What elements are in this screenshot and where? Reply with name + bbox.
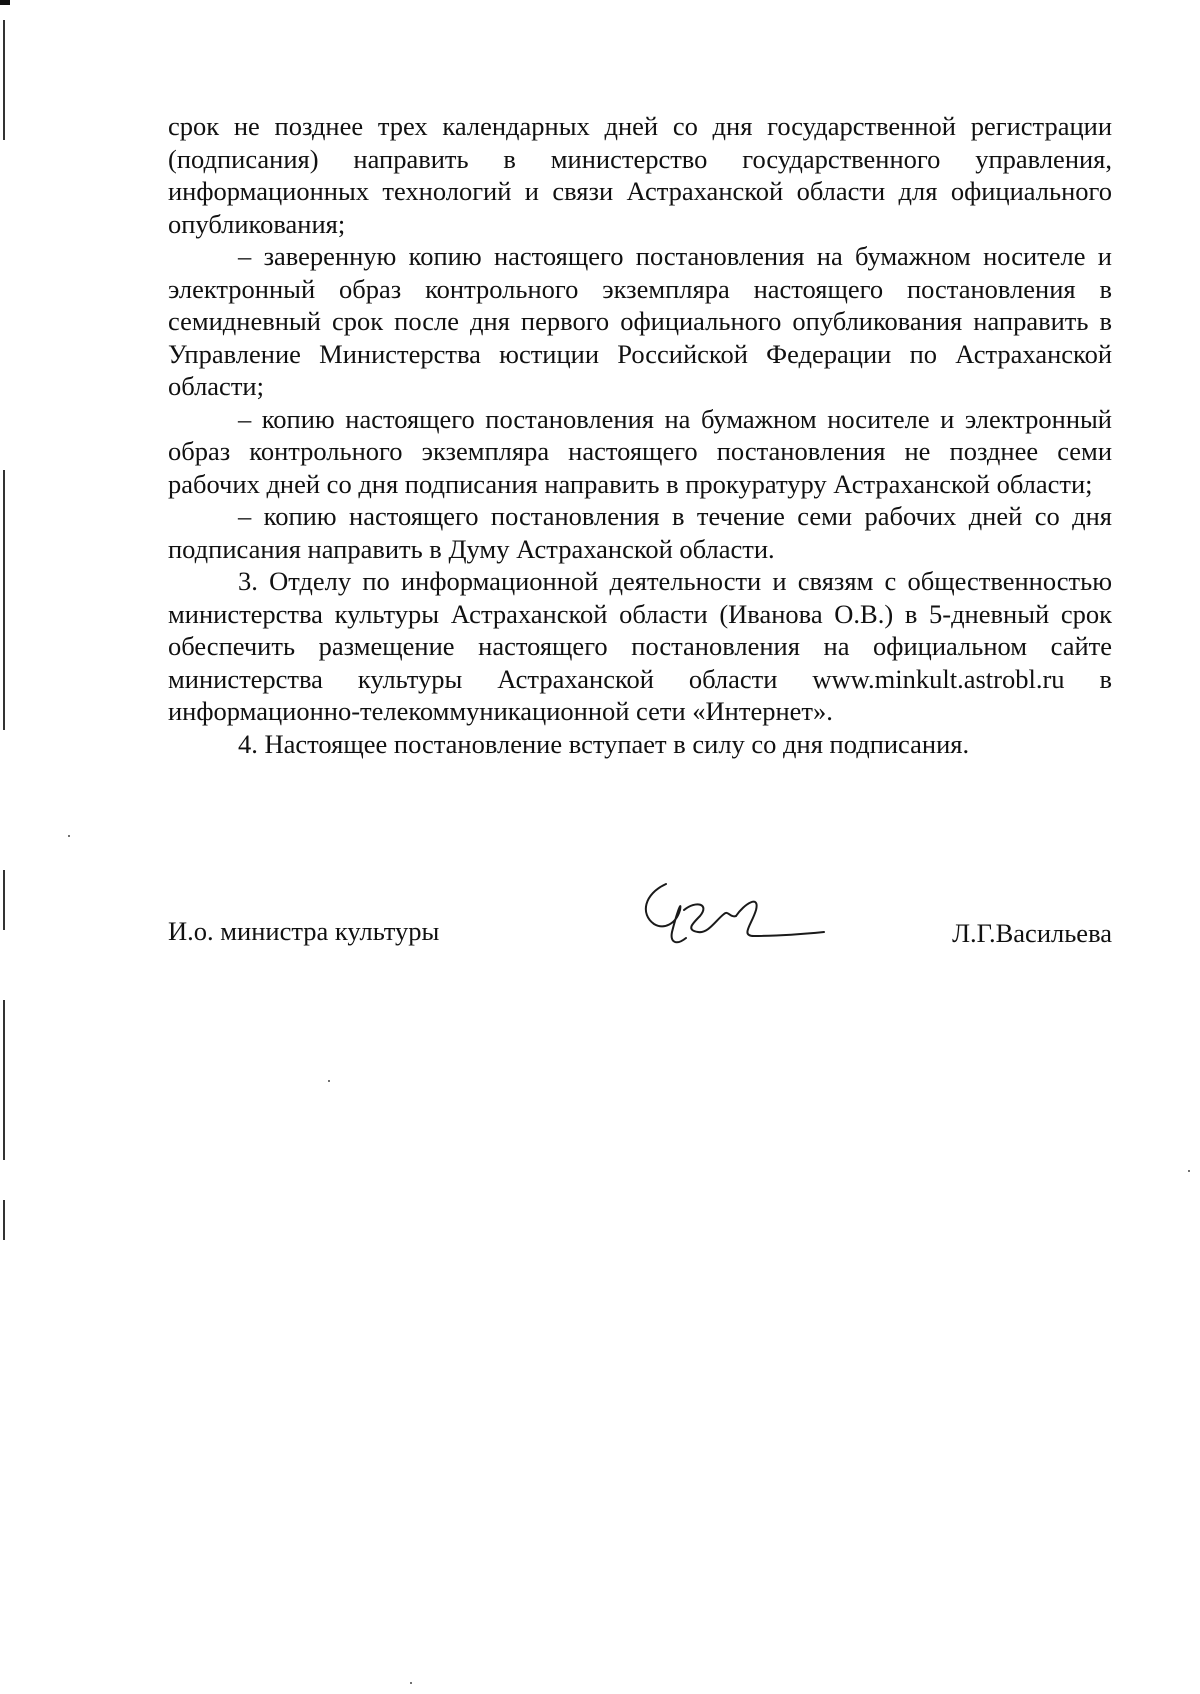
scan-speck [1188, 1170, 1190, 1172]
signature-block [168, 880, 1112, 960]
scan-speck [328, 1080, 330, 1082]
paragraph-duma-copy: – копию настоящего постановления в течение семи рабочих дней со дня подписания направить в Думу Астраханской области. [168, 501, 1112, 564]
signer-name: Л.Г.Васильева [952, 918, 1112, 948]
scan-speck [410, 1682, 412, 1684]
handwritten-signature [636, 880, 826, 960]
paragraph-prosecutor-copy: – копию настоящего постановления на бумажном носителе и электронный образ контрольного экземпляра настоящего постановления не позднее семи рабочих дней со дня подписания направить в прокуратуру Астраханской области; [168, 403, 1112, 499]
scan-edge-line [3, 1200, 5, 1240]
scan-speck [68, 835, 70, 837]
paragraph-item-4: 4. Настоящее постановление вступает в силу со дня подписания. [238, 728, 970, 759]
scan-edge-line [3, 870, 5, 930]
scan-edge-line [3, 470, 5, 730]
paragraph-certified-copy: – заверенную копию настоящего постановления на бумажном носителе и электронный образ контрольного экземпляра настоящего постановления в семидневный срок после дня первого официального опубликования направить в Управление Министерства юстиции Российской Федерации по Астраханской области; [168, 241, 1112, 401]
document-body [168, 110, 1112, 760]
paragraph-item-3: 3. Отделу по информационной деятельности и связям с общественностью министерства культуры Астраханской области (Иванова О.В.) в 5-дневный срок обеспечить размещение настоящего постановления на официальном сайте министерства культуры Астраханской области www.minkult.astrobl.ru в информационно-телекоммуникационной сети «Интернет». [168, 566, 1112, 726]
scan-corner-mark [0, 0, 10, 5]
signer-position: И.о. министра культуры [168, 916, 440, 946]
paragraph-continuation: срок не позднее трех календарных дней со дня государственной регистрации (подписания) направить в министерство государственного управления, информационных технологий и связи Астраханской области для официального опубликования; [168, 111, 1112, 239]
scan-edge-line [3, 20, 5, 140]
scan-edge-line [3, 1000, 5, 1160]
